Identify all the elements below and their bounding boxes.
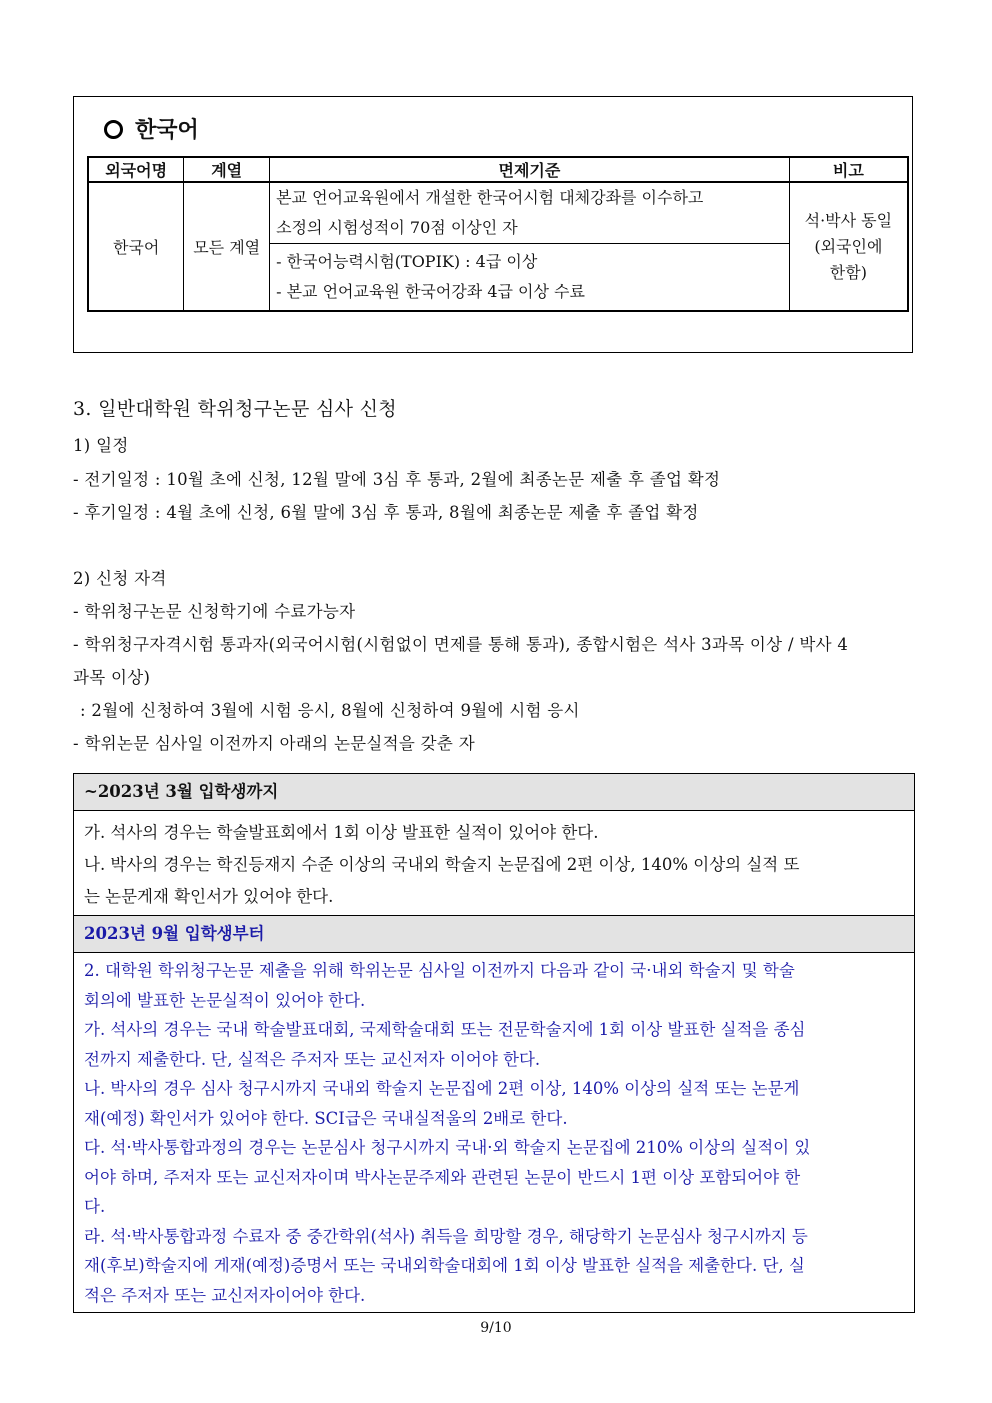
old-students-body [74,811,914,915]
qualification-item-1: - 학위청구논문 신청학기에 수료가능자 [73,602,356,621]
new-line: 어야 하며, 주저자 또는 교신저자이며 박사논문주제와 관련된 논문이 반드시 1편 이상 포함되어야 한 [84,1167,801,1187]
table-header-row [88,157,908,182]
new-line: 가. 석사의 경우는 국내 학술발표대회, 국제학술대회 또는 전문학술지에 1회 이상 발표한 실적을 종심 [84,1020,806,1039]
qualification-item-2: - 학위청구자격시험 통과자(외국어시험(시험없이 면제를 통해 통과), 종합시험은 석사 3과목 이상 / 박사 4 [73,635,849,654]
schedule-title: 1) 일정 [73,436,129,455]
qualification-item-4: - 학위논문 심사일 이전까지 아래의 논문실적을 갖춘 자 [73,734,475,753]
table-row [88,182,908,244]
cell-language: 한국어 [88,182,184,311]
qualification-item-2-cont: 과목 이상) [73,668,151,687]
new-line: 회의에 발표한 논문실적이 있어야 한다. [84,990,366,1010]
cell-note: 석·박사 동일 (외국인에 한함) [789,182,908,311]
cell-criteria-2: - 한국어능력시험(TOPIK) : 4급 이상 - 본교 언어교육원 한국어강좌 4급 이상 수료 [270,244,790,312]
korean-section-title: 한국어 [104,113,199,144]
qualification-title: 2) 신청 자격 [73,569,167,588]
new-line: 다. [84,1197,106,1216]
new-line: 나. 박사의 경우 심사 청구시까지 국내외 학술지 논문집에 2편 이상, 140% 이상의 실적 또는 논문게 [84,1079,800,1098]
section-3-heading: 3. 일반대학원 학위청구논문 심사 신청 [73,398,397,420]
old-line: 는 논문게재 확인서가 있어야 한다. [84,887,334,906]
paper-requirements-box [73,773,915,1313]
old-students-heading: ~2023년 3월 입학생까지 [74,774,914,811]
exemption-table [87,156,909,312]
header-note: 비고 [789,157,908,182]
qualification-item-3: : 2월에 신청하여 3월에 시험 응시, 8월에 신청하여 9월에 시험 응시 [80,701,580,720]
header-criteria: 면제기준 [270,157,790,182]
cell-criteria-1: 본교 언어교육원에서 개설한 한국어시험 대체강좌를 이수하고 소정의 시험성적이 70점 이상인 자 [270,182,790,244]
new-line: 2. 대학원 학위청구논문 제출을 위해 학위논문 심사일 이전까지 다음과 같이 국·내외 학술지 및 학술 [84,961,795,980]
old-line: 가. 석사의 경우는 학술발표회에서 1회 이상 발표한 실적이 있어야 한다. [84,823,599,842]
cell-field: 모든 계열 [184,182,270,311]
new-line: 재(후보)학술지에 게재(예정)증명서 또는 국내외학술대회에 1회 이상 발표한 실적을 제출한다. 단, 실 [84,1256,805,1275]
korean-exemption-box [73,96,913,353]
schedule-second-half: - 후기일정 : 4월 초에 신청, 6월 말에 3심 후 통과, 8월에 최종논문 제출 후 졸업 확정 [73,503,699,522]
header-field: 계열 [184,157,270,182]
new-students-heading: 2023년 9월 입학생부터 [74,915,914,953]
circle-bullet-icon [104,120,123,139]
new-line: 전까지 제출한다. 단, 실적은 주저자 또는 교신저자 이어야 한다. [84,1049,541,1069]
header-language: 외국어명 [88,157,184,182]
old-line: 나. 박사의 경우는 학진등재지 수준 이상의 국내외 학술지 논문집에 2편 이상, 140% 이상의 실적 또 [84,855,800,874]
new-line: 라. 석·박사통합과정 수료자 중 중간학위(석사) 취득을 희망할 경우, 해당학기 논문심사 청구시까지 등 [84,1226,808,1246]
schedule-first-half: - 전기일정 : 10월 초에 신청, 12월 말에 3심 후 통과, 2월에 최종논문 제출 후 졸업 확정 [73,470,721,489]
page-number: 9/10 [480,1320,512,1336]
new-students-body [74,953,914,1312]
new-line: 다. 석·박사통합과정의 경우는 논문심사 청구시까지 국내·외 학술지 논문집에 210% 이상의 실적이 있 [84,1138,811,1157]
new-line: 재(예정) 확인서가 있어야 한다. SCI급은 국내실적울의 2배로 한다. [84,1108,568,1128]
new-line: 적은 주저자 또는 교신저자이어야 한다. [84,1285,366,1305]
